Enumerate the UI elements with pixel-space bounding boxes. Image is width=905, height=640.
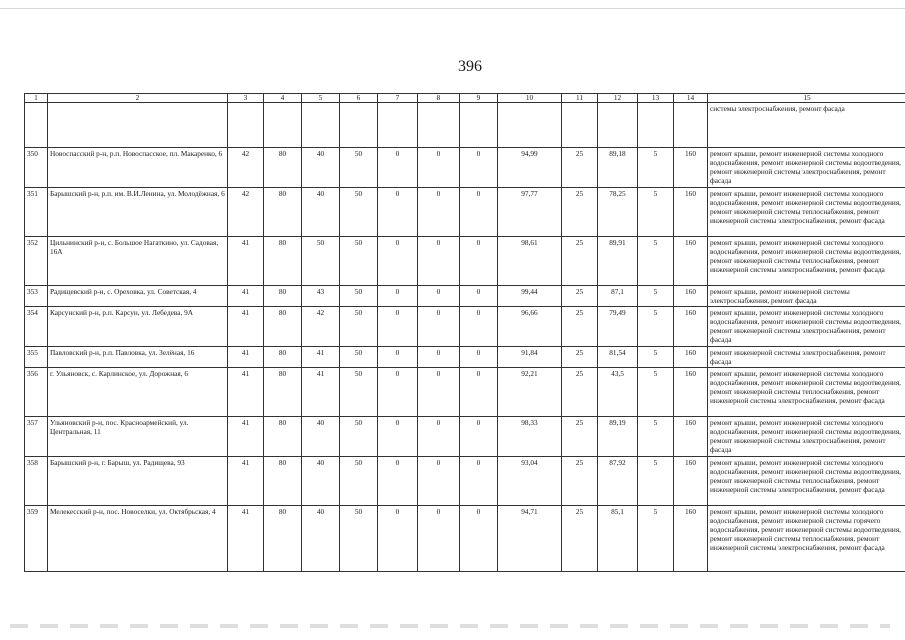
value-cell-col-3: 41 [228,237,264,286]
value-cell-col-8: 0 [418,307,460,347]
value-cell-col-6: 50 [340,417,378,457]
value-cell-col-4: 80 [264,188,302,237]
value-cell-col-5: 40 [302,148,340,188]
value-cell-col-4: 80 [264,506,302,572]
value-cell-col-14: 160 [674,307,708,347]
value-cell-col-3: 41 [228,307,264,347]
value-cell-col-10: 96,66 [498,307,562,347]
header-cell-3: 3 [228,94,264,103]
continuation-works-cell: системы электроснабжения, ремонт фасада [708,103,905,148]
value-cell-col-9: 0 [460,286,498,307]
address-cell: Павловский р-н, р.п. Павловка, ул. Зелёная, 16 [48,347,228,368]
value-cell-col-8: 0 [418,237,460,286]
works-cell: ремонт крыши, ремонт инженерной системы холодного водоснабжения, ремонт инженерной системы водоотведения, ремонт инженерной системы теплоснабжения, ремонт инженерной системы электроснабжения, ремонт фасада [708,368,905,417]
row-number-cell: 359 [25,506,48,572]
value-cell-col-8: 0 [418,506,460,572]
header-cell-4: 4 [264,94,302,103]
value-cell-col-13: 5 [638,506,674,572]
row-number-cell: 358 [25,457,48,506]
value-cell-col-12: 81,54 [598,347,638,368]
value-cell-col-12: 89,91 [598,237,638,286]
address-cell: Барышский р-н, г. Барыш, ул. Радищева, 93 [48,457,228,506]
value-cell-col-6: 50 [340,286,378,307]
row-number-cell: 352 [25,237,48,286]
address-cell: Мелекесский р-н, пос. Новоселки, ул. Октябрьская, 4 [48,506,228,572]
value-cell-col-9: 0 [460,457,498,506]
value-cell-col-3: 41 [228,457,264,506]
value-cell-col-7: 0 [378,148,418,188]
value-cell-col-12: 78,25 [598,188,638,237]
value-cell-col-13: 5 [638,148,674,188]
value-cell-col-13: 5 [638,307,674,347]
works-cell: ремонт крыши, ремонт инженерной системы холодного водоснабжения, ремонт инженерной системы водоотведения, ремонт инженерной системы электроснабжения, ремонт фасада [708,417,905,457]
value-cell-col-11: 25 [562,347,598,368]
table-row [25,347,905,368]
header-cell-15: 15 [708,94,905,103]
address-cell: Карсунский р-н, р.п. Карсун, ул. Лебедева, 9А [48,307,228,347]
value-cell-col-6: 50 [340,188,378,237]
works-cell: ремонт крыши, ремонт инженерной системы холодного водоснабжения, ремонт инженерной системы водоотведения, ремонт инженерной системы электроснабжения, ремонт фасада [708,148,905,188]
table-row [25,457,905,506]
page-number: 396 [458,58,482,75]
works-cell: ремонт крыши, ремонт инженерной системы холодного водоснабжения, ремонт инженерной системы водоотведения, ремонт инженерной системы теплоснабжения, ремонт инженерной системы электроснабжения, ремонт фасада [708,457,905,506]
value-cell-col-8: 0 [418,368,460,417]
value-cell-col-4: 80 [264,307,302,347]
works-cell: ремонт крыши, ремонт инженерной системы холодного водоснабжения, ремонт инженерной системы горячего водоснабжения, ремонт инженерной системы водоотведения, ремонт инженерной системы теплоснабжения, ремонт инженерной системы электроснабжения, ремонт фасада [708,506,905,572]
scan-top-edge [0,8,905,9]
value-cell-col-3: 41 [228,286,264,307]
value-cell-col-5: 41 [302,347,340,368]
value-cell-col-14: 160 [674,368,708,417]
value-cell-col-12: 89,18 [598,148,638,188]
value-cell-col-11: 25 [562,417,598,457]
value-cell-col-11: 25 [562,188,598,237]
header-cell-2: 2 [48,94,228,103]
value-cell-col-13: 5 [638,286,674,307]
value-cell-col-11: 25 [562,307,598,347]
header-cell-10: 10 [498,94,562,103]
value-cell-col-6: 50 [340,148,378,188]
value-cell-col-10: 94,71 [498,506,562,572]
header-cell-12: 12 [598,94,638,103]
value-cell-col-7: 0 [378,188,418,237]
value-cell-col-5: 42 [302,307,340,347]
works-cell: ремонт инженерной системы электроснабжения, ремонт фасада [708,347,905,368]
value-cell-col-6: 50 [340,307,378,347]
header-cell-14: 14 [674,94,708,103]
value-cell-col-7: 0 [378,286,418,307]
value-cell-col-10: 98,61 [498,237,562,286]
value-cell-col-9: 0 [460,417,498,457]
value-cell-col-5: 40 [302,457,340,506]
table-row [25,506,905,572]
value-cell-col-10: 94,99 [498,148,562,188]
value-cell-col-10: 99,44 [498,286,562,307]
value-cell-col-7: 0 [378,307,418,347]
value-cell-col-13: 5 [638,457,674,506]
works-cell: ремонт крыши, ремонт инженерной системы электроснабжения, ремонт фасада [708,286,905,307]
value-cell-col-12: 89,19 [598,417,638,457]
row-number-cell: 357 [25,417,48,457]
value-cell-col-7: 0 [378,506,418,572]
continuation-row [25,103,905,148]
address-cell: г. Ульяновск, с. Карлинское, ул. Дорожная, 6 [48,368,228,417]
value-cell-col-8: 0 [418,188,460,237]
header-cell-13: 13 [638,94,674,103]
address-cell: Ульяновский р-н, пос. Красноармейский, ул. Центральная, 11 [48,417,228,457]
works-cell: ремонт крыши, ремонт инженерной системы холодного водоснабжения, ремонт инженерной системы водоотведения, ремонт инженерной системы теплоснабжения, ремонт инженерной системы электроснабжения, ремонт фасада [708,188,905,237]
value-cell-col-11: 25 [562,457,598,506]
value-cell-col-6: 50 [340,506,378,572]
value-cell-col-6: 50 [340,368,378,417]
value-cell-col-12: 85,1 [598,506,638,572]
value-cell-col-4: 80 [264,417,302,457]
scan-bottom-artifact [10,624,890,628]
table-row [25,148,905,188]
value-cell-col-5: 40 [302,188,340,237]
value-cell-col-4: 80 [264,457,302,506]
table-row [25,286,905,307]
header-cell-8: 8 [418,94,460,103]
value-cell-col-9: 0 [460,237,498,286]
value-cell-col-11: 25 [562,506,598,572]
value-cell-col-4: 80 [264,286,302,307]
row-number-cell: 353 [25,286,48,307]
value-cell-col-9: 0 [460,347,498,368]
value-cell-col-8: 0 [418,148,460,188]
value-cell-col-4: 80 [264,368,302,417]
value-cell-col-3: 42 [228,148,264,188]
table-body [25,103,905,572]
value-cell-col-14: 160 [674,506,708,572]
value-cell-col-12: 79,49 [598,307,638,347]
value-cell-col-13: 5 [638,368,674,417]
value-cell-col-3: 41 [228,368,264,417]
value-cell-col-3: 41 [228,506,264,572]
value-cell-col-7: 0 [378,417,418,457]
value-cell-col-14: 160 [674,188,708,237]
value-cell-col-10: 91,84 [498,347,562,368]
value-cell-col-3: 41 [228,417,264,457]
row-number-cell: 354 [25,307,48,347]
value-cell-col-3: 41 [228,347,264,368]
value-cell-col-14: 160 [674,457,708,506]
value-cell-col-8: 0 [418,457,460,506]
row-number-cell: 350 [25,148,48,188]
header-cell-9: 9 [460,94,498,103]
value-cell-col-5: 40 [302,417,340,457]
value-cell-col-6: 50 [340,237,378,286]
value-cell-col-12: 87,92 [598,457,638,506]
value-cell-col-13: 5 [638,237,674,286]
value-cell-col-11: 25 [562,237,598,286]
address-cell: Радищевский р-н, с. Ореховка, ул. Советская, 4 [48,286,228,307]
value-cell-col-3: 42 [228,188,264,237]
value-cell-col-11: 25 [562,148,598,188]
value-cell-col-10: 97,77 [498,188,562,237]
header-cell-5: 5 [302,94,340,103]
value-cell-col-13: 5 [638,417,674,457]
value-cell-col-14: 160 [674,237,708,286]
row-number-cell: 351 [25,188,48,237]
value-cell-col-5: 50 [302,237,340,286]
value-cell-col-14: 160 [674,347,708,368]
value-cell-col-10: 93,04 [498,457,562,506]
value-cell-col-9: 0 [460,506,498,572]
value-cell-col-6: 50 [340,457,378,506]
works-cell: ремонт крыши, ремонт инженерной системы холодного водоснабжения, ремонт инженерной системы водоотведения, ремонт инженерной системы теплоснабжения, ремонт инженерной системы электроснабжения, ремонт фасада [708,237,905,286]
table-row [25,188,905,237]
value-cell-col-7: 0 [378,368,418,417]
value-cell-col-7: 0 [378,237,418,286]
header-row [25,94,905,103]
value-cell-col-4: 80 [264,237,302,286]
table-row [25,368,905,417]
value-cell-col-9: 0 [460,368,498,417]
value-cell-col-14: 160 [674,148,708,188]
value-cell-col-11: 25 [562,368,598,417]
table-row [25,237,905,286]
value-cell-col-7: 0 [378,347,418,368]
table-row [25,307,905,347]
value-cell-col-10: 98,33 [498,417,562,457]
value-cell-col-8: 0 [418,286,460,307]
value-cell-col-5: 40 [302,506,340,572]
register-table [24,93,905,572]
table-row [25,417,905,457]
header-cell-6: 6 [340,94,378,103]
row-number-cell: 355 [25,347,48,368]
value-cell-col-12: 43,5 [598,368,638,417]
header-cell-11: 11 [562,94,598,103]
address-cell: Барышский р-н, р.п. им. В.И.Ленина, ул. Молодёжная, 6 [48,188,228,237]
value-cell-col-8: 0 [418,417,460,457]
value-cell-col-12: 87,1 [598,286,638,307]
header-cell-7: 7 [378,94,418,103]
value-cell-col-10: 92,21 [498,368,562,417]
works-cell: ремонт крыши, ремонт инженерной системы холодного водоснабжения, ремонт инженерной системы водоотведения, ремонт инженерной системы электроснабжения, ремонт фасада [708,307,905,347]
value-cell-col-13: 5 [638,347,674,368]
value-cell-col-9: 0 [460,188,498,237]
value-cell-col-9: 0 [460,307,498,347]
value-cell-col-14: 160 [674,286,708,307]
value-cell-col-4: 80 [264,347,302,368]
address-cell: Новоспасский р-н, р.п. Новоспасское, пл. Макаренко, 6 [48,148,228,188]
value-cell-col-8: 0 [418,347,460,368]
header-cell-1: 1 [25,94,48,103]
value-cell-col-5: 41 [302,368,340,417]
value-cell-col-14: 160 [674,417,708,457]
row-number-cell: 356 [25,368,48,417]
value-cell-col-9: 0 [460,148,498,188]
value-cell-col-11: 25 [562,286,598,307]
value-cell-col-6: 50 [340,347,378,368]
value-cell-col-7: 0 [378,457,418,506]
address-cell: Цильнинский р-н, с. Большое Нагаткино, ул. Садовая, 16А [48,237,228,286]
value-cell-col-13: 5 [638,188,674,237]
value-cell-col-5: 43 [302,286,340,307]
value-cell-col-4: 80 [264,148,302,188]
